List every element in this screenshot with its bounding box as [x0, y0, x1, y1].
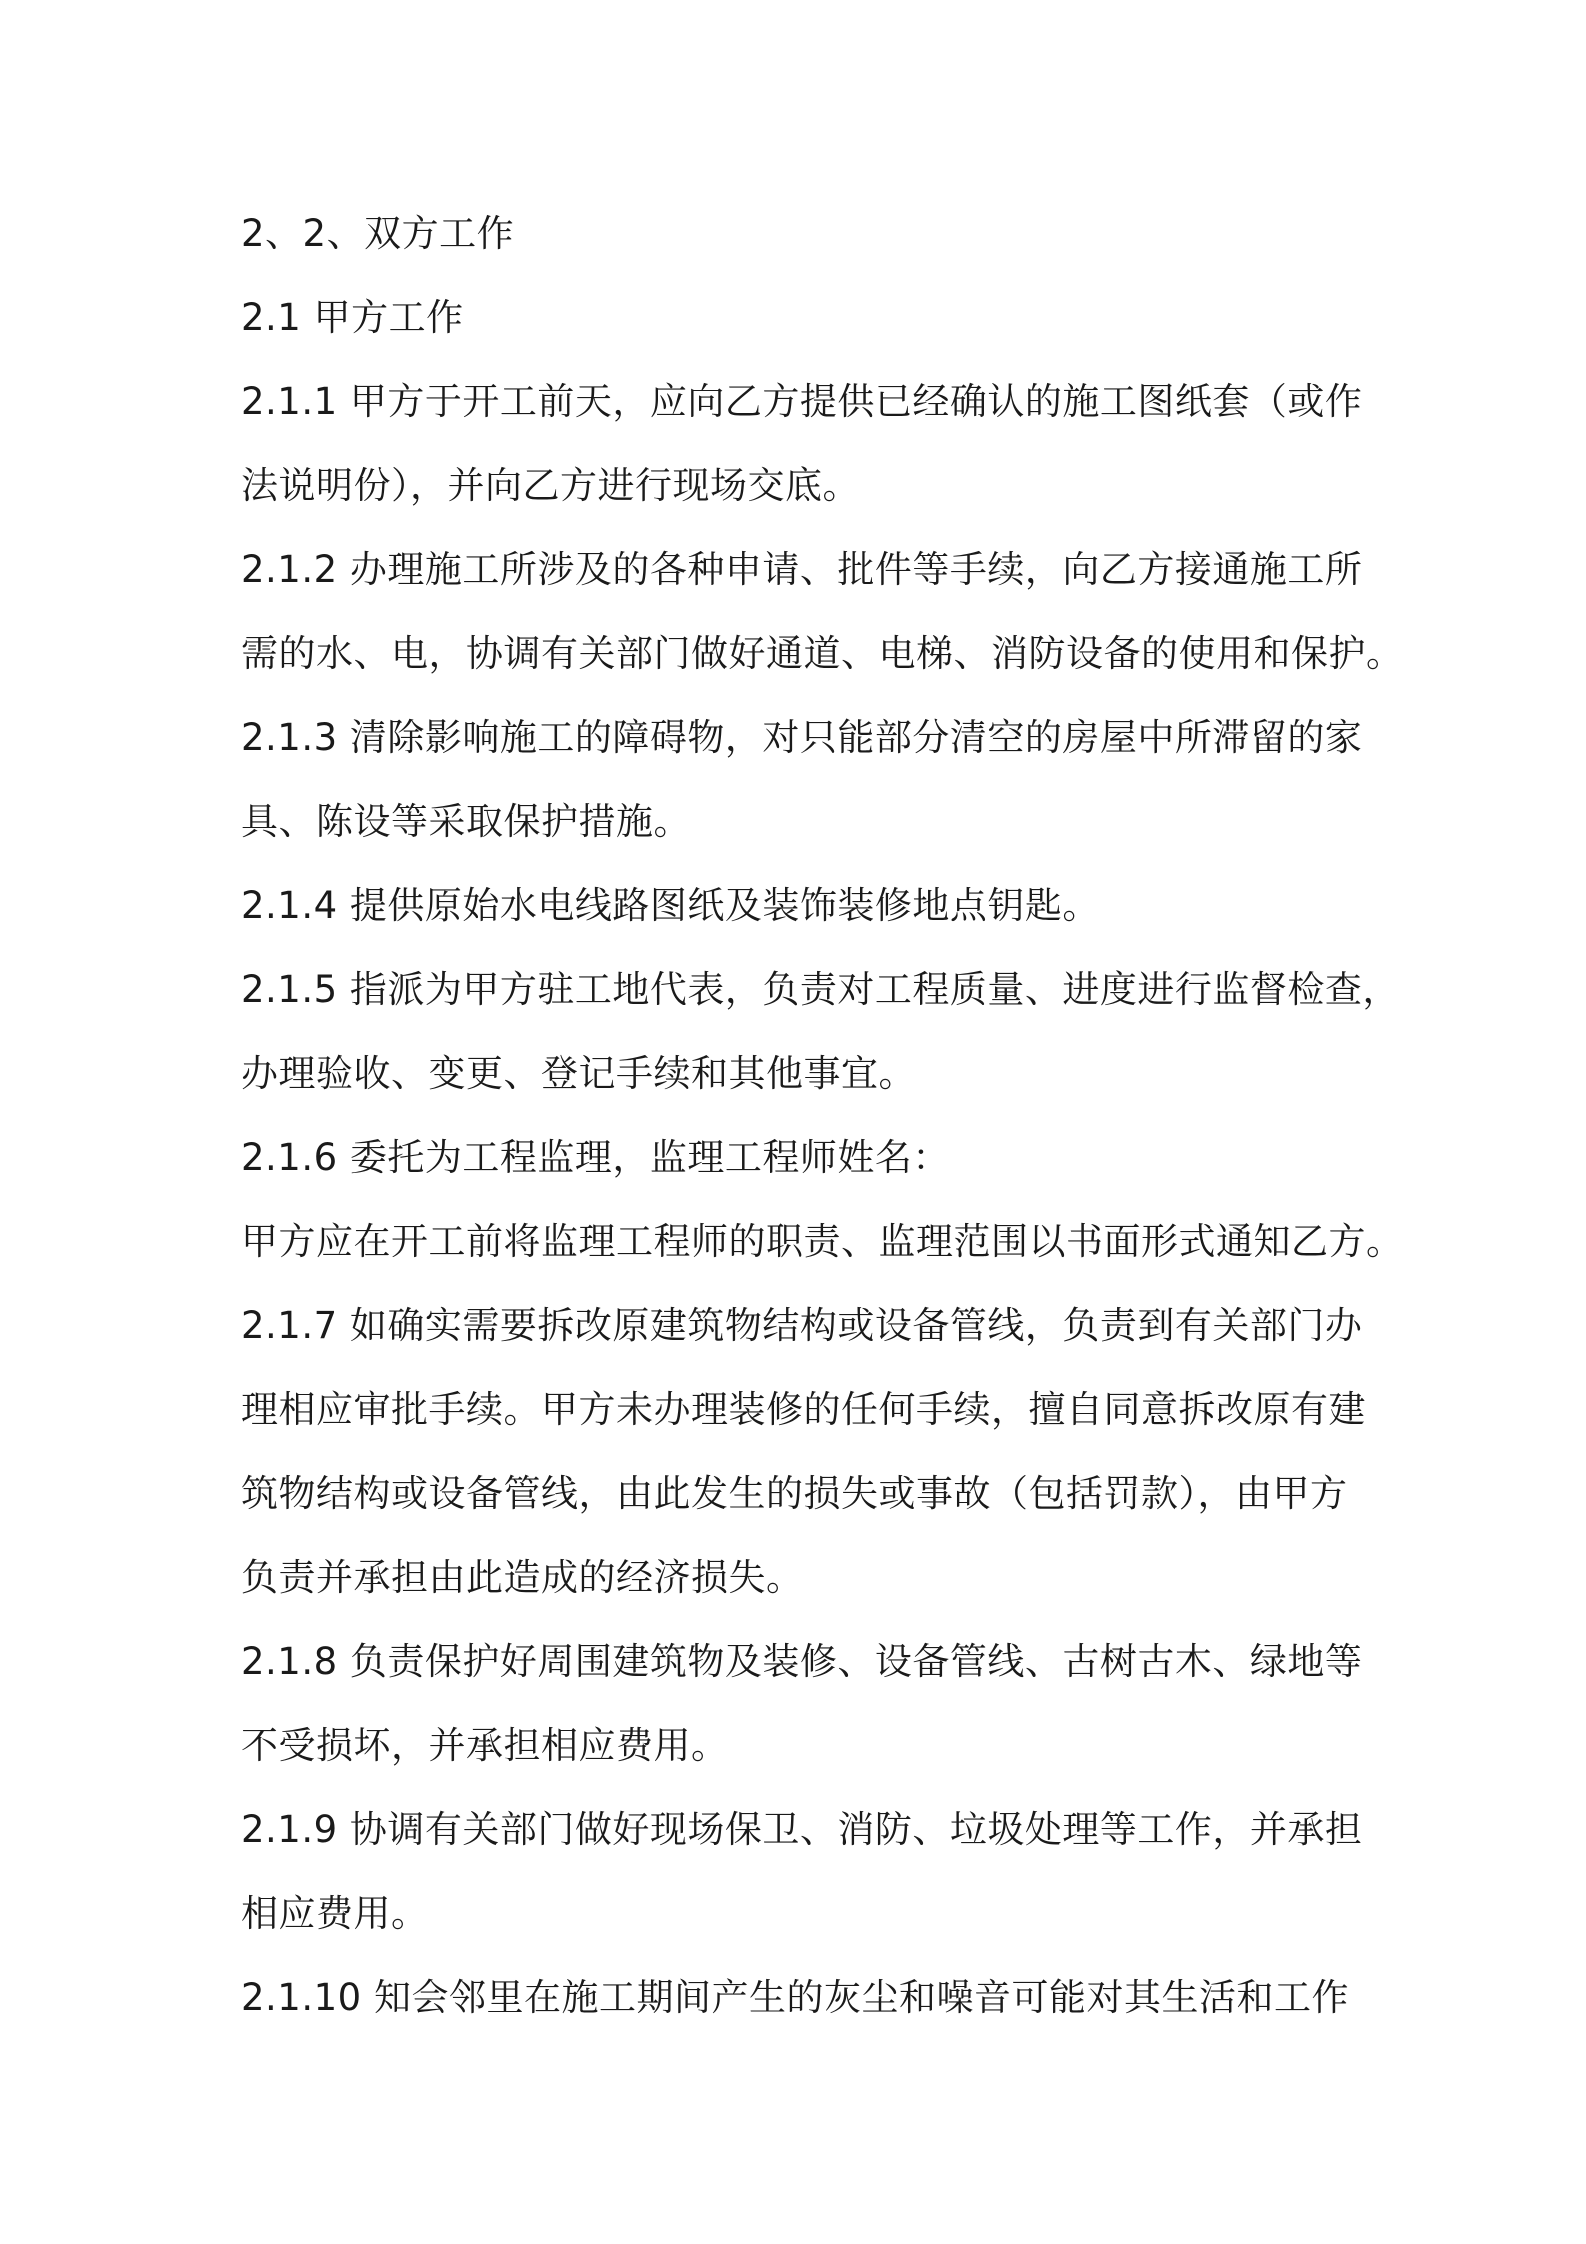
- clause-line: 2.1.7 如确实需要拆改原建筑物结构或设备管线，负责到有关部门办: [241, 1304, 1363, 1347]
- clause-line: 具、陈设等采取保护措施。: [241, 800, 691, 843]
- clause-line: 2.1.10 知会邻里在施工期间产生的灰尘和噪音可能对其生活和工作: [241, 1976, 1349, 2019]
- clause-line: 甲方应在开工前将监理工程师的职责、监理范围以书面形式通知乙方。: [241, 1220, 1404, 1263]
- clause-line: 2.1.5 指派为甲方驻工地代表，负责对工程质量、进度进行监督检查，: [241, 968, 1400, 1011]
- clause-line: 办理验收、变更、登记手续和其他事宜。: [241, 1052, 916, 1095]
- section-heading: 2、2、双方工作: [241, 212, 515, 255]
- clause-line: 2.1.6 委托为工程监理，监理工程师姓名：: [241, 1136, 950, 1179]
- clause-line: 2.1.4 提供原始水电线路图纸及装饰装修地点钥匙。: [241, 884, 1100, 927]
- clause-line: 2.1.8 负责保护好周围建筑物及装修、设备管线、古树古木、绿地等: [241, 1640, 1363, 1683]
- clause-line: 2.1.2 办理施工所涉及的各种申请、批件等手续，向乙方接通施工所: [241, 548, 1363, 591]
- clause-line: 2.1.1 甲方于开工前天，应向乙方提供已经确认的施工图纸套（或作: [241, 380, 1363, 423]
- clause-line: 不受损坏，并承担相应费用。: [241, 1724, 729, 1767]
- clause-line: 2.1.9 协调有关部门做好现场保卫、消防、垃圾处理等工作，并承担: [241, 1808, 1363, 1851]
- clause-line: 需的水、电，协调有关部门做好通道、电梯、消防设备的使用和保护。: [241, 632, 1404, 675]
- clause-line: 2.1.3 清除影响施工的障碍物，对只能部分清空的房屋中所滞留的家: [241, 716, 1363, 759]
- clause-line: 理相应审批手续。甲方未办理装修的任何手续，擅自同意拆改原有建: [241, 1388, 1366, 1431]
- document-body: [241, 192, 1404, 2040]
- clause-line: 负责并承担由此造成的经济损失。: [241, 1556, 804, 1599]
- subsection-heading: 2.1 甲方工作: [241, 296, 464, 339]
- clause-line: 筑物结构或设备管线，由此发生的损失或事故（包括罚款），由甲方: [241, 1472, 1348, 1515]
- clause-line: 法说明份），并向乙方进行现场交底。: [241, 464, 860, 507]
- clause-line: 相应费用。: [241, 1892, 429, 1935]
